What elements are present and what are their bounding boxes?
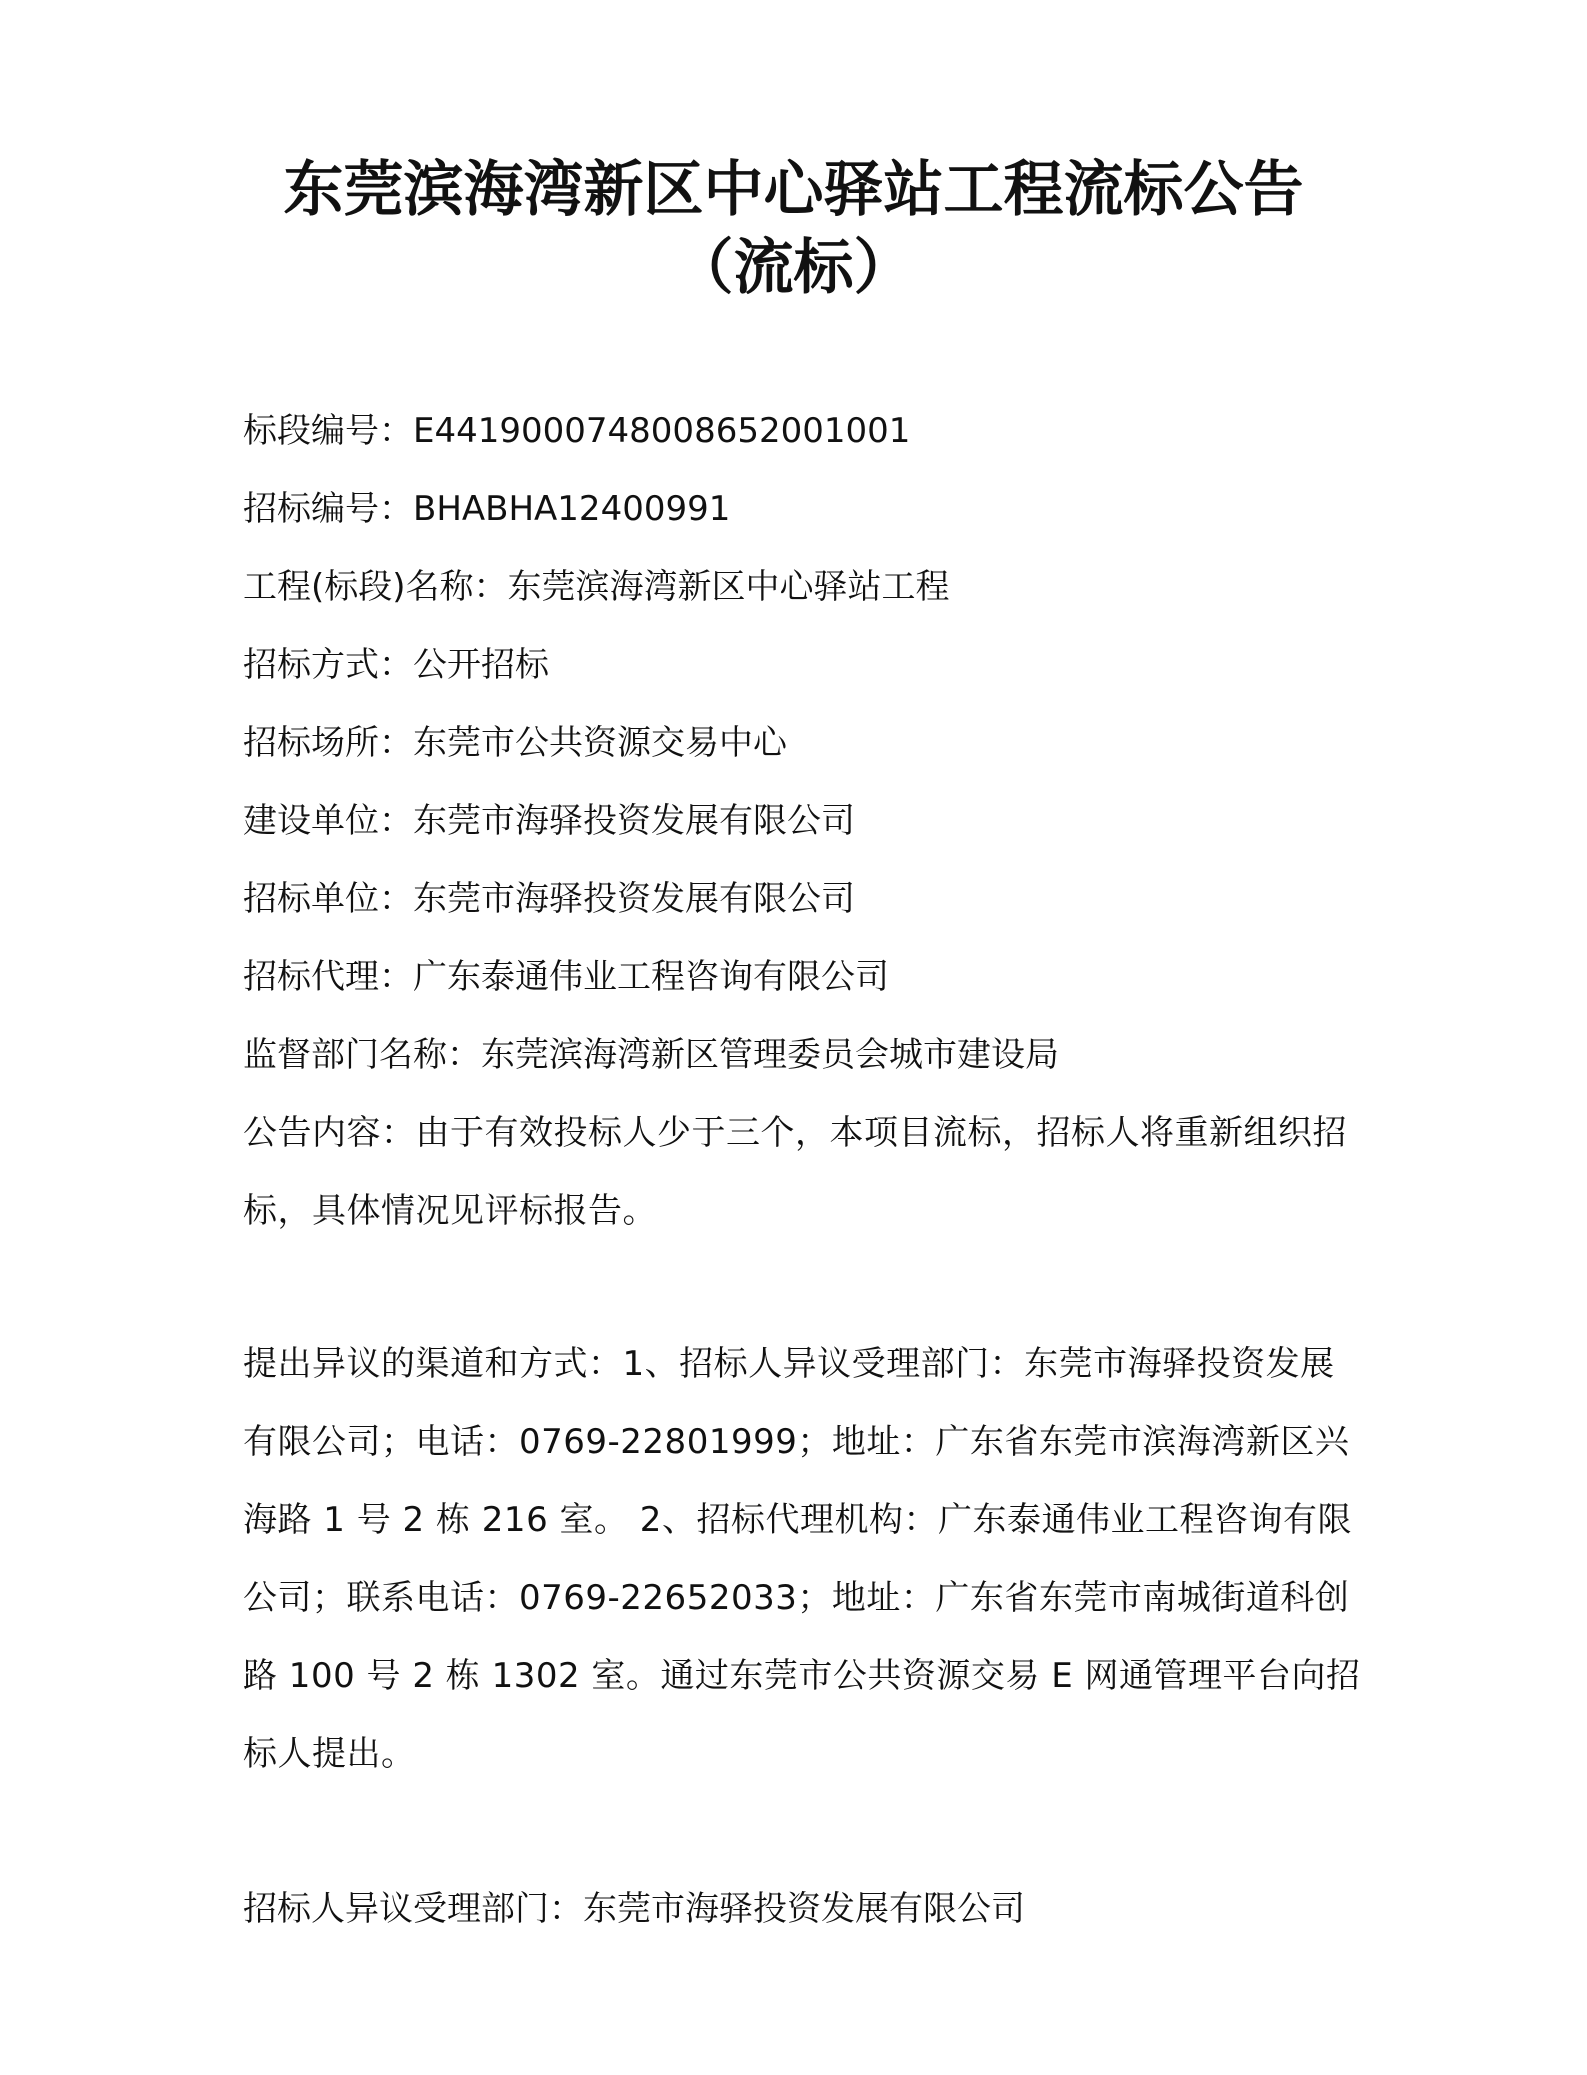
field-section-no — [243, 392, 1363, 470]
field-value: E4419000748008652001001 — [413, 411, 911, 451]
document-subtitle: （流标） — [673, 233, 914, 303]
field-value: 公开招标 — [413, 645, 549, 685]
field-content — [243, 1094, 1363, 1250]
field-label: 招标单位： — [243, 879, 413, 919]
field-builder — [243, 782, 1363, 860]
field-label: 工程(标段)名称： — [243, 567, 508, 607]
field-label: 监督部门名称： — [243, 1035, 481, 1075]
field-label: 招标方式： — [243, 645, 413, 685]
field-tender-no — [243, 470, 1363, 548]
field-project-name — [243, 548, 1363, 626]
dept-label: 招标人异议受理部门： — [243, 1889, 583, 1929]
field-label: 建设单位： — [243, 801, 413, 841]
field-label: 招标代理： — [243, 957, 413, 997]
notice-fields — [243, 392, 1363, 1250]
document-title: 东莞滨海湾新区中心驿站工程流标公告 — [283, 155, 1304, 225]
field-value: 由于有效投标人少于三个，本项目流标，招标人将重新组织招标，具体情况见评标报告。 — [243, 1113, 1347, 1231]
field-label: 标段编号： — [243, 411, 413, 451]
field-supervisor — [243, 1016, 1363, 1094]
objection-dept — [243, 1870, 1363, 1948]
field-tenderer — [243, 860, 1363, 938]
objection-section — [243, 1325, 1363, 1793]
field-agent — [243, 938, 1363, 1016]
objection-label: 提出异议的渠道和方式： — [243, 1344, 623, 1384]
field-label: 招标场所： — [243, 723, 413, 763]
field-value: BHABHA12400991 — [413, 489, 731, 529]
objection-text: 1、招标人异议受理部门：东莞市海驿投资发展有限公司；电话：0769-22801999；地址：广东省东莞市滨海湾新区兴海路 1 号 2 栋 216 室。 2、招标代理机构：广东泰通伟业工程咨询有限公司；联系电话：0769-22652033；地址：广东省东莞市南城街道科创路 100 号 2 栋 1302 室。通过东莞市公共资源交易 E 网通管理平台向招标人提出。 — [243, 1344, 1361, 1774]
field-value: 东莞市海驿投资发展有限公司 — [413, 801, 855, 841]
dept-value: 东莞市海驿投资发展有限公司 — [583, 1889, 1025, 1929]
field-value: 东莞滨海湾新区中心驿站工程 — [507, 567, 950, 607]
field-method — [243, 626, 1363, 704]
field-value: 东莞市公共资源交易中心 — [413, 723, 787, 763]
field-label: 公告内容： — [243, 1113, 416, 1153]
field-value: 东莞滨海湾新区管理委员会城市建设局 — [481, 1035, 1059, 1075]
field-venue — [243, 704, 1363, 782]
field-value: 东莞市海驿投资发展有限公司 — [413, 879, 855, 919]
field-label: 招标编号： — [243, 489, 413, 529]
field-value: 广东泰通伟业工程咨询有限公司 — [413, 957, 889, 997]
